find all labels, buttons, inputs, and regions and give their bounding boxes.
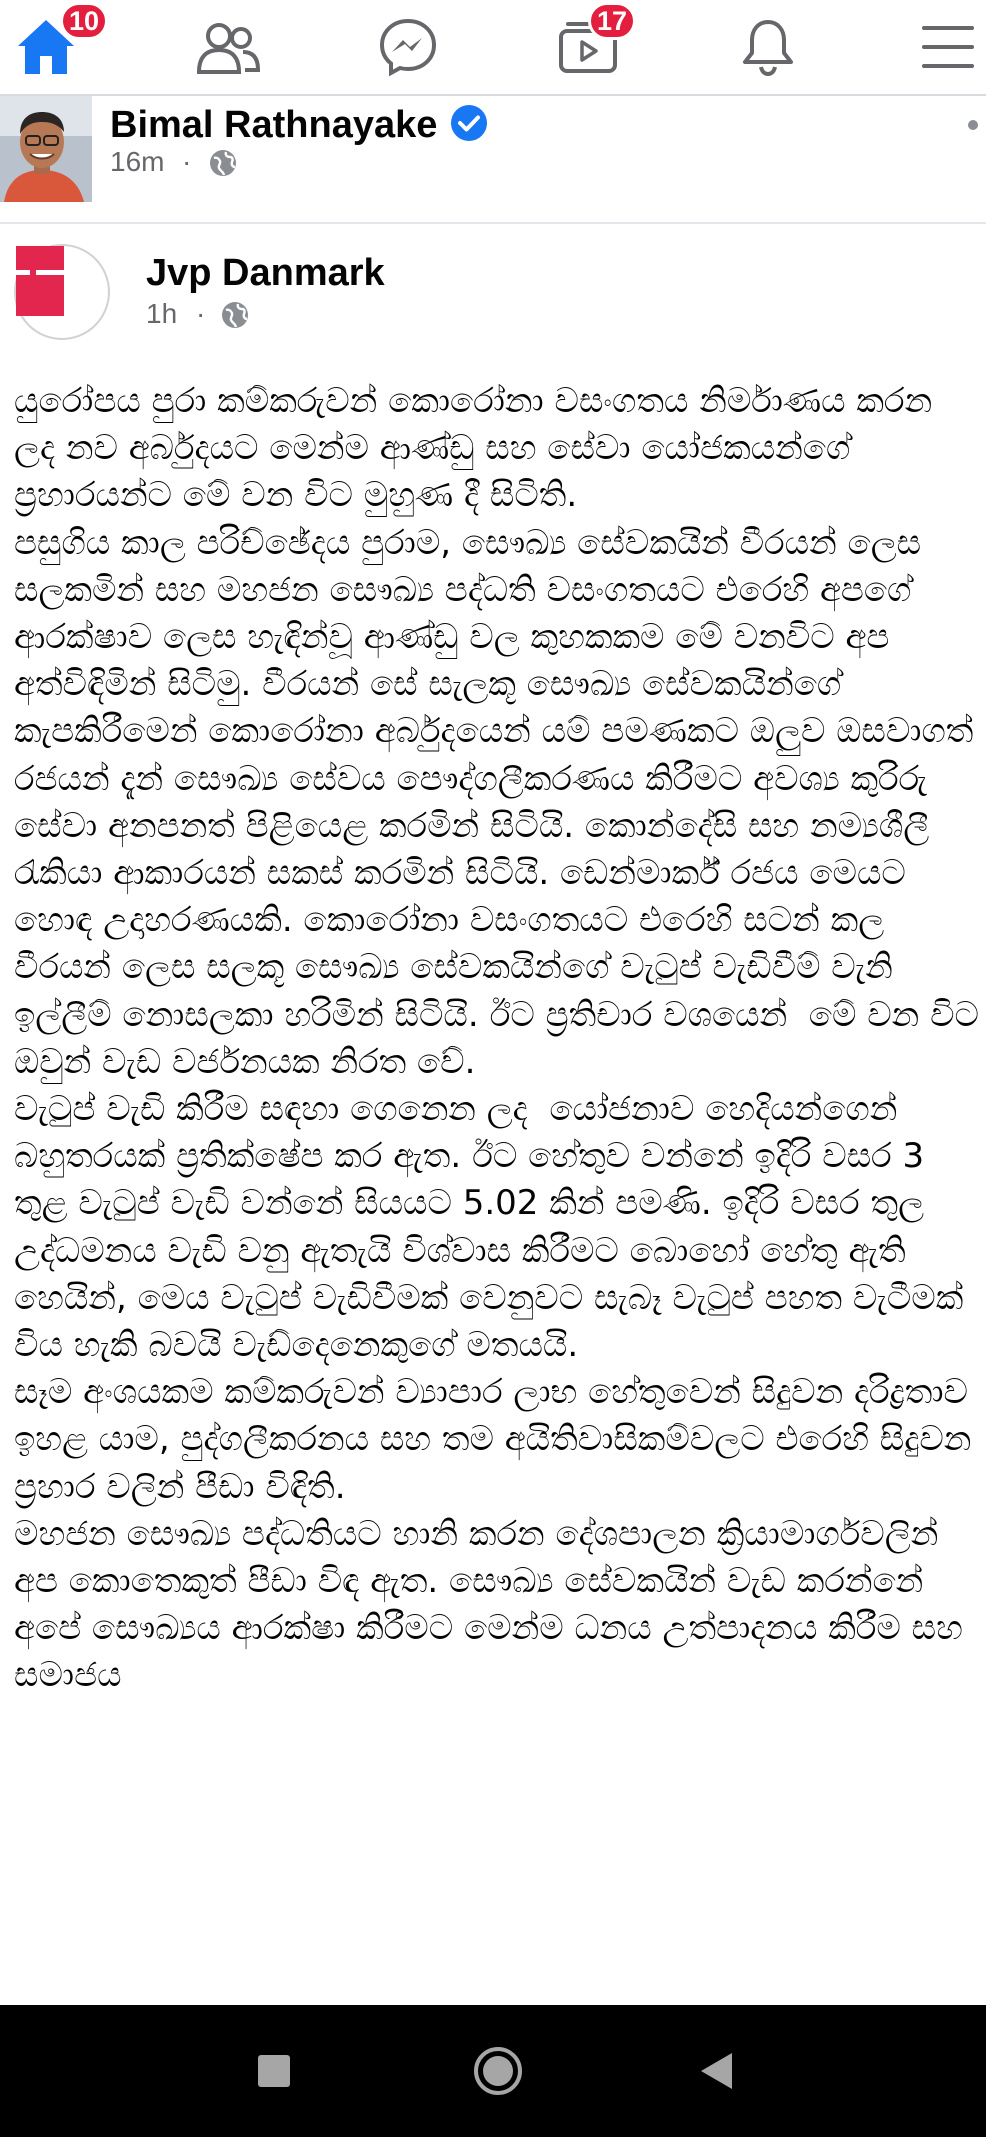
page-logo-icon	[16, 246, 112, 342]
sharer-avatar[interactable]	[0, 96, 92, 202]
friends-icon	[195, 20, 261, 74]
android-home-button[interactable]	[418, 2005, 578, 2137]
nav-menu-tab[interactable]	[888, 0, 1008, 94]
home-notification-badge: 10	[60, 2, 108, 40]
post-paragraph: පසුගිය කාල පරිච්ඡේදය පුරාම, සෞඛ්‍ය සේවකයින් වීරයන් ලෙස සලකමින් සහ මහජන සෞඛ්‍ය පද්ධති වසංගතයට එරෙහි අපගේ ආරක්ෂාව ලෙස හැඳින්වූ ආණ්ඩු වල කුහකකම මේ වනවිට අප අත්විඳිමින් සිටිමු. වීරයන් සේ සැලකූ සෞඛ්‍ය සේවකයින්ගේ කැපකිරීමෙන් කොරෝනා අර්බුදයෙන් යම් පමණකට ඔලුව ඔසවාගත් රජයන් දැන් සෞඛ්‍ය සේවය පෞද්ගලීකරණය කිරීමට අවශ්‍ය කුරිරු සේවා අනපනත් පිළියෙළ කරමින් සිටියි. කොන්දේසි සහ නම්‍යශීලී රැකියා ආකාරයන් සකස් කරමින් සිටියි. ඩෙන්මාර්ක් රජය මෙයට හොඳ උදාහරණයකි. කොරෝනා වසංගතයට එරෙහි සටන් කල වීරයන් ලෙස සලකූ සෞඛ්‍ය සේවකයින්ගේ වැටුප් වැඩිවීම් වැනි ඉල්ලීම් නොසලකා හරිමින් සිටියි. ඊට ප්‍රතිචාර වශයෙන් මේ වන විට ඔවුන් වැඩ වර්ජනයක නිරත වේ.	[14, 522, 990, 1082]
messenger-icon	[379, 18, 437, 76]
bell-icon	[741, 18, 795, 76]
recents-icon	[257, 2054, 291, 2088]
post-paragraph: වැටුප් වැඩි කිරීම සඳහා ගෙනෙන ලද යෝජනාව හෙදියන්ගෙන් බහුතරයක් ප්‍රතික්ෂේප කර ඇත. ඊට හේතුව වන්නේ ඉදිරි වසර 3 තුළ වැටුප් වැඩි වන්නේ සියයට 5.02 කින් පමණි. ඉදිරි වසර තුල උද්ධමනය වැඩි වනු ඇතැයි විශ්වාස කිරීමට බොහෝ හේතු ඇති හෙයින්, මෙය වැටුප් වැඩිවීමක් වෙනුවට සැබෑ වැටුප් පහත වැටීමක් විය හැකි බවයි වැඩ්දෙනෙකුගේ මතයයි.	[14, 1089, 975, 1366]
page-name[interactable]: Jvp Danmark	[146, 252, 385, 294]
nav-messenger-tab[interactable]	[348, 0, 468, 94]
android-navigation-bar	[0, 2005, 986, 2137]
back-button[interactable]	[636, 2005, 796, 2137]
nav-home-tab[interactable]	[0, 0, 106, 94]
nav-watch-tab[interactable]	[528, 0, 648, 94]
post-paragraph: යුරෝපය පුරා කම්කරුවන් කොරෝනා වසංගතය නිර්මාණය කරන ලද නව අර්බුදයට මෙන්ම ආණ්ඩු සහ සේවා යෝජකයන්ගේ ප්‍රහාරයන්ට මේ වන විට මුහුණ දී සිටිති.	[14, 381, 943, 516]
meta-separator: ·	[182, 146, 192, 177]
shared-post-header	[0, 96, 986, 224]
meta-separator: ·	[196, 298, 206, 329]
sharer-timestamp[interactable]: 16m	[110, 146, 165, 177]
recents-button[interactable]	[194, 2005, 354, 2137]
post-paragraph: සෑම අංශයකම කම්කරුවන් ව්‍යාපාර ලාභ හේතුවෙන් සිදුවන දරිද්‍රතාව ඉහළ යාම, පුද්ගලීකරනය සහ තම අයිතිවාසිකම්වලට එරෙහි සිදුවන ප්‍රහාර වලින් පීඩා විඳිති.	[14, 1372, 983, 1507]
globe-icon	[220, 300, 250, 330]
sharer-name[interactable]: Bimal Rathnayake	[110, 104, 438, 146]
post-text	[14, 378, 990, 2004]
hamburger-menu-icon	[922, 24, 974, 70]
nav-notifications-tab[interactable]	[708, 0, 828, 94]
page-avatar[interactable]	[14, 244, 110, 340]
home-circle-icon	[472, 2045, 524, 2097]
post-paragraph: මහජන සෞඛ්‍ය පද්ධතියට හානි කරන දේශපාලන ක්‍රියාමාර්ගවලින් අප කොතෙකුත් පීඩා විඳ ඇත. සෞඛ්‍ය සේවකයින් වැඩ කරන්නේ අපේ සෞඛ්‍යය ආරක්ෂා කිරීමට මෙන්ම ධනය උත්පාදනය කිරීම සහ සමාජය	[14, 1513, 974, 1696]
globe-icon	[208, 148, 238, 178]
post-timestamp[interactable]: 1h	[146, 298, 178, 329]
back-triangle-icon	[698, 2051, 734, 2091]
watch-notification-badge: 17	[588, 2, 636, 40]
profile-photo-illustration	[0, 96, 92, 202]
verified-badge-icon	[450, 104, 488, 142]
nav-friends-tab[interactable]	[168, 0, 288, 94]
more-options-icon[interactable]	[968, 120, 978, 130]
top-navigation-bar	[0, 0, 986, 96]
original-post-header	[0, 224, 986, 374]
